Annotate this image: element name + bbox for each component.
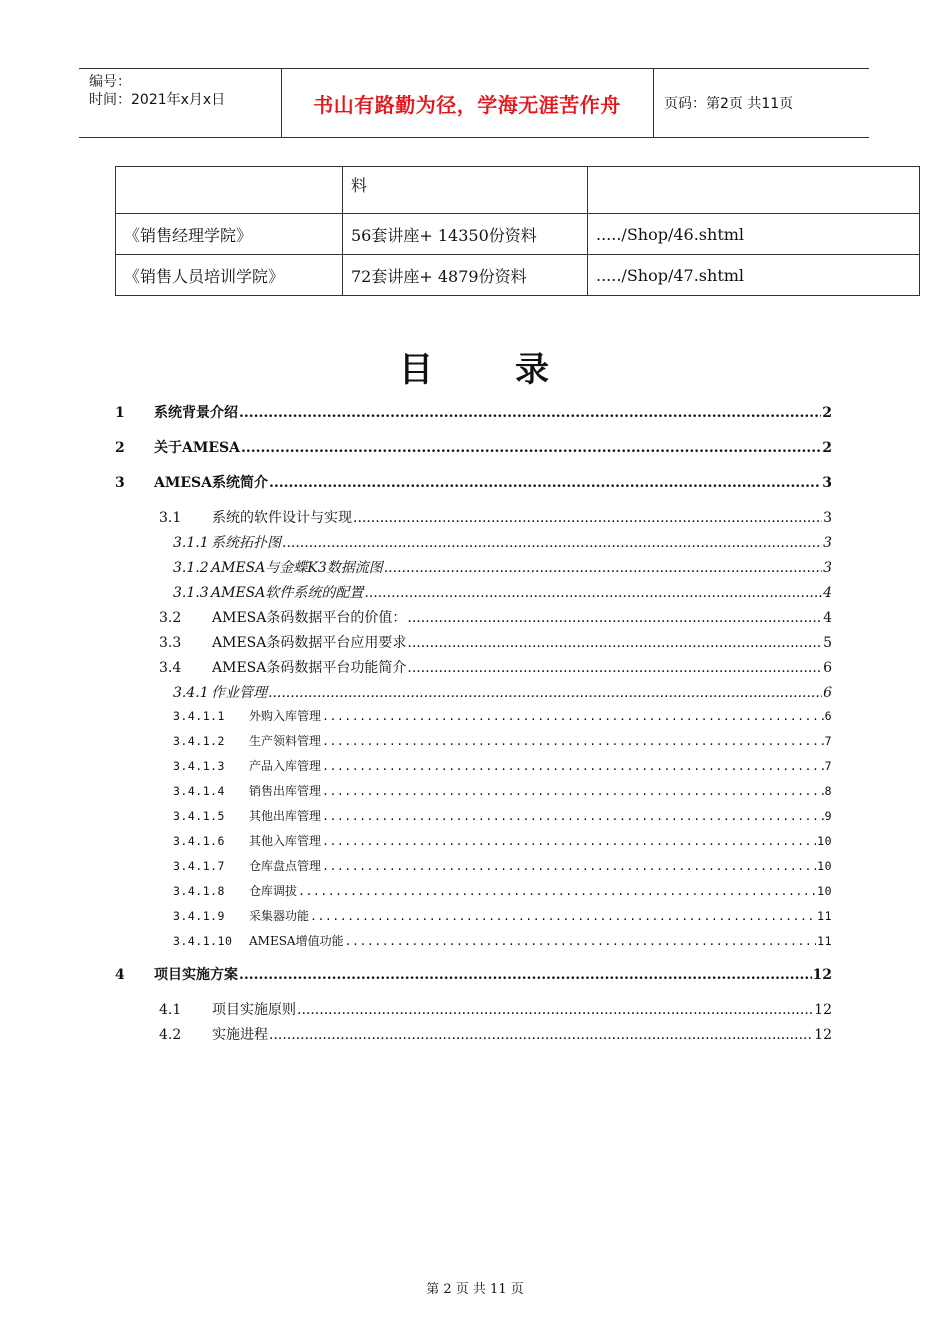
resource-table bbox=[115, 166, 920, 296]
toc-title-part1: 目 bbox=[399, 350, 435, 390]
toc-leader-dots bbox=[345, 934, 817, 948]
toc-leader-dots bbox=[322, 709, 824, 723]
toc-entry[interactable] bbox=[115, 964, 832, 984]
resource-desc: 56套讲座+ 14350份资料 bbox=[343, 214, 588, 255]
resource-link[interactable]: ...../Shop/47.shtml bbox=[588, 255, 920, 296]
toc-leader-dots bbox=[268, 685, 822, 701]
resource-name bbox=[116, 167, 343, 214]
toc-entry-text: 其他出库管理 bbox=[249, 809, 322, 823]
toc-entry[interactable] bbox=[115, 402, 832, 422]
resource-name: 《销售人员培训学院》 bbox=[116, 255, 343, 296]
toc-entry-number: 4.2 bbox=[159, 1027, 182, 1043]
toc-entry-page: 7 bbox=[824, 734, 832, 748]
toc-entry-number: 3.1 bbox=[159, 510, 182, 526]
toc-entry-number: 3.2 bbox=[159, 610, 182, 626]
page-footer: 第 2 页 共 11 页 bbox=[426, 1282, 524, 1297]
toc-entry-page: 10 bbox=[817, 834, 832, 848]
toc-entry[interactable] bbox=[173, 882, 832, 899]
toc-leader-dots bbox=[322, 834, 816, 848]
toc-entry-text: 系统的软件设计与实现 bbox=[212, 510, 352, 526]
toc-entry-page: 12 bbox=[812, 967, 832, 983]
toc-entry-number: 3.4.1.2 bbox=[173, 734, 225, 748]
toc-leader-dots bbox=[241, 440, 821, 456]
toc-entry-number: 3 bbox=[115, 475, 125, 491]
toc-entry-page: 3 bbox=[823, 560, 832, 576]
toc-entry-page: 3 bbox=[822, 475, 832, 491]
resource-desc: 72套讲座+ 4879份资料 bbox=[343, 255, 588, 296]
toc-entry[interactable] bbox=[173, 707, 832, 724]
toc-leader-dots bbox=[407, 635, 822, 651]
toc-leader-dots bbox=[298, 884, 816, 898]
toc-entry-text: 项目实施原则 bbox=[212, 1002, 296, 1018]
header-page-info: 页码：第2页 共11页 bbox=[664, 96, 794, 112]
table-row bbox=[116, 214, 920, 255]
toc-leader-dots bbox=[384, 560, 822, 576]
toc-entry-page: 6 bbox=[824, 709, 832, 723]
resource-link[interactable] bbox=[588, 167, 920, 214]
toc-entry[interactable] bbox=[173, 582, 832, 602]
toc-entry-text: 其他入库管理 bbox=[249, 834, 322, 848]
toc-entry[interactable] bbox=[173, 557, 832, 577]
toc-leader-dots bbox=[239, 405, 821, 421]
toc-entry-number: 3.4 bbox=[159, 660, 182, 676]
toc-entry-page: 8 bbox=[824, 784, 832, 798]
toc-entry[interactable] bbox=[159, 607, 832, 627]
toc-entry-text: 产品入库管理 bbox=[249, 759, 322, 773]
toc-entry-text: 关于AMESA bbox=[154, 440, 241, 456]
toc-title bbox=[0, 342, 950, 391]
toc-entry-number: 3.4.1.1 bbox=[173, 709, 225, 723]
page-header bbox=[79, 68, 869, 138]
toc-entry[interactable] bbox=[159, 507, 832, 527]
toc-entry[interactable] bbox=[173, 857, 832, 874]
toc-leader-dots bbox=[322, 809, 824, 823]
toc-entry-number: 3.1.2 bbox=[173, 560, 209, 576]
toc-entry[interactable] bbox=[173, 832, 832, 849]
toc-entry-text: 实施进程 bbox=[212, 1027, 268, 1043]
toc-entry-text: 系统背景介绍 bbox=[154, 405, 238, 421]
toc-entry[interactable] bbox=[173, 807, 832, 824]
toc-leader-dots bbox=[282, 535, 822, 551]
toc-leader-dots bbox=[353, 510, 822, 526]
toc-leader-dots bbox=[297, 1002, 813, 1018]
header-meta-cell bbox=[79, 69, 282, 137]
toc-entry-number: 3.4.1.9 bbox=[173, 909, 225, 923]
toc-entry[interactable] bbox=[115, 437, 832, 457]
toc-entry-number: 4.1 bbox=[159, 1002, 182, 1018]
time-label: 时间：2021年x月x日 bbox=[89, 92, 226, 108]
toc-entry[interactable] bbox=[159, 632, 832, 652]
toc-entry-number: 3.4.1.3 bbox=[173, 759, 225, 773]
toc-entry[interactable] bbox=[159, 657, 832, 677]
toc-entry-page: 11 bbox=[817, 934, 832, 948]
table-row bbox=[116, 167, 920, 214]
toc-entry-page: 10 bbox=[817, 859, 832, 873]
code-label: 编号： bbox=[89, 74, 131, 90]
toc-entry-number: 3.4.1.8 bbox=[173, 884, 225, 898]
toc-entry-number: 3.4.1.6 bbox=[173, 834, 225, 848]
toc-entry-text: 销售出库管理 bbox=[249, 784, 322, 798]
toc-entry-text: 采集器功能 bbox=[249, 909, 310, 923]
toc-entry-text: 作业管理 bbox=[211, 685, 267, 701]
toc-entry-text: AMESA与金蝶K3数据流图 bbox=[211, 560, 383, 576]
toc-entry[interactable] bbox=[173, 907, 832, 924]
toc-entry-text: AMESA条码数据平台功能简介 bbox=[212, 660, 407, 676]
toc-entry[interactable] bbox=[159, 999, 832, 1019]
toc-entry-page: 11 bbox=[817, 909, 832, 923]
toc-entry[interactable] bbox=[173, 682, 832, 702]
toc-entry-number: 1 bbox=[115, 405, 125, 421]
toc-entry-text: AMESA条码数据平台的价值： bbox=[212, 610, 407, 626]
toc-leader-dots bbox=[364, 585, 822, 601]
toc-leader-dots bbox=[269, 1027, 813, 1043]
toc-leader-dots bbox=[407, 610, 822, 626]
toc-entry-text: 外购入库管理 bbox=[249, 709, 322, 723]
toc-leader-dots bbox=[269, 475, 821, 491]
toc-leader-dots bbox=[407, 660, 822, 676]
toc-entry-text: AMESA条码数据平台应用要求 bbox=[212, 635, 407, 651]
toc-entry[interactable] bbox=[173, 732, 832, 749]
toc-leader-dots bbox=[322, 784, 824, 798]
toc-leader-dots bbox=[322, 759, 824, 773]
toc-entry[interactable] bbox=[159, 1024, 832, 1044]
toc-entry[interactable] bbox=[173, 782, 832, 799]
toc-entry-number: 3.4.1 bbox=[173, 685, 209, 701]
toc-leader-dots bbox=[310, 909, 816, 923]
toc-entry-text: 项目实施方案 bbox=[154, 967, 238, 983]
toc-entry-page: 4 bbox=[823, 585, 832, 601]
toc-entry-page: 3 bbox=[823, 535, 832, 551]
toc-entry-number: 3.1.3 bbox=[173, 585, 209, 601]
toc-entry-text: AMESA系统简介 bbox=[154, 475, 269, 491]
toc-leader-dots bbox=[322, 734, 824, 748]
toc-entry-page: 3 bbox=[823, 510, 832, 526]
toc-entry[interactable] bbox=[115, 472, 832, 492]
toc-leader-dots bbox=[322, 859, 816, 873]
toc-entry[interactable] bbox=[173, 757, 832, 774]
toc-entry-page: 2 bbox=[822, 440, 832, 456]
resource-link[interactable]: ...../Shop/46.shtml bbox=[588, 214, 920, 255]
toc-entry-number: 3.4.1.10 bbox=[173, 934, 233, 948]
toc-entry-number: 2 bbox=[115, 440, 125, 456]
toc-entry-number: 4 bbox=[115, 967, 125, 983]
toc-entry-page: 6 bbox=[823, 685, 832, 701]
toc-entry-page: 12 bbox=[814, 1027, 832, 1043]
toc-title-part2: 录 bbox=[515, 350, 551, 390]
toc-entry-number: 3.1.1 bbox=[173, 535, 209, 551]
resource-desc: 料 bbox=[343, 167, 588, 214]
toc-entry-number: 3.3 bbox=[159, 635, 182, 651]
toc-entry-number: 3.4.1.7 bbox=[173, 859, 225, 873]
toc-entry[interactable] bbox=[173, 532, 832, 552]
toc-entry-page: 6 bbox=[823, 660, 832, 676]
table-row bbox=[116, 255, 920, 296]
resource-name: 《销售经理学院》 bbox=[116, 214, 343, 255]
toc-entry-text: 仓库盘点管理 bbox=[249, 859, 322, 873]
header-motto: 书山有路勤为径，学海无涯苦作舟 bbox=[281, 69, 654, 137]
toc-entry[interactable] bbox=[173, 932, 832, 949]
toc-entry-text: 生产领料管理 bbox=[249, 734, 322, 748]
toc-entry-number: 3.4.1.5 bbox=[173, 809, 225, 823]
toc-entry-number: 3.4.1.4 bbox=[173, 784, 225, 798]
toc-entry-text: AMESA增值功能 bbox=[249, 934, 344, 948]
toc-entry-text: 系统拓扑图 bbox=[211, 535, 281, 551]
toc-entry-page: 12 bbox=[814, 1002, 832, 1018]
toc-entry-page: 2 bbox=[822, 405, 832, 421]
toc-entry-page: 5 bbox=[823, 635, 832, 651]
toc-entry-text: 仓库调拔 bbox=[249, 884, 298, 898]
toc-entry-page: 4 bbox=[823, 610, 832, 626]
toc-leader-dots bbox=[239, 967, 812, 983]
toc-entry-page: 9 bbox=[824, 809, 832, 823]
toc-entry-page: 10 bbox=[817, 884, 832, 898]
toc-entry-page: 7 bbox=[824, 759, 832, 773]
toc-entry-text: AMESA软件系统的配置 bbox=[211, 585, 364, 601]
